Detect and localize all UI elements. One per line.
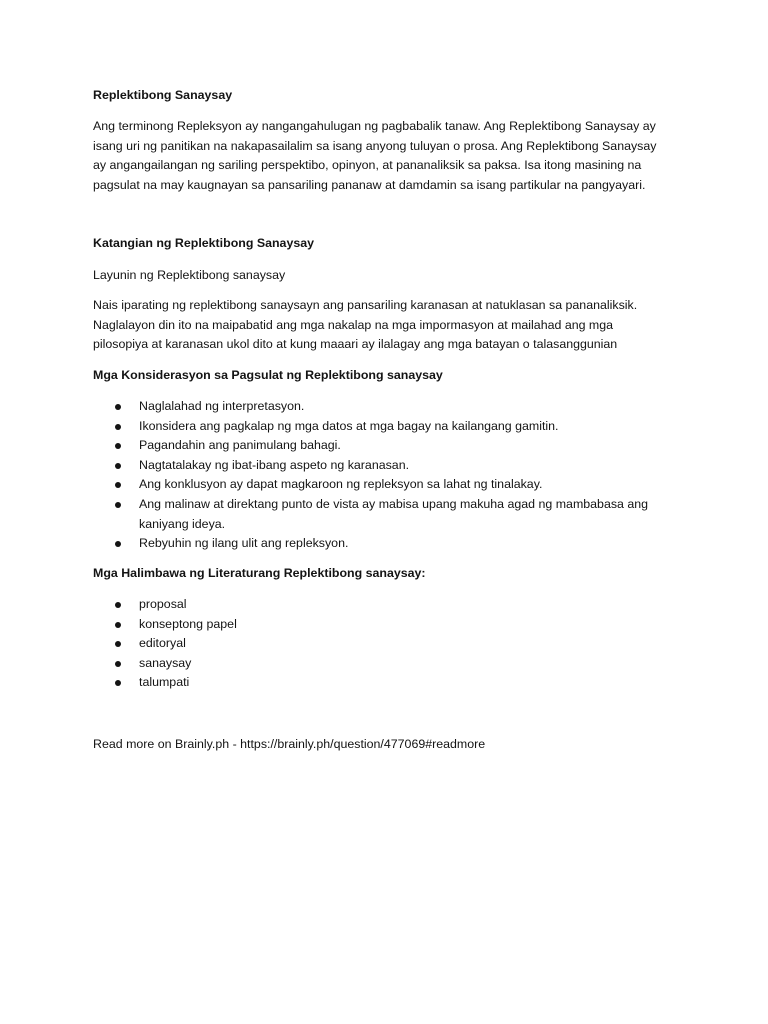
intro-paragraph bbox=[93, 117, 656, 195]
paragraph-line: Ang terminong Repleksyon ay nangangahulugan ng pagbabalik tanaw. Ang Replektibong Sanaysay ay bbox=[93, 119, 656, 133]
list-item bbox=[93, 417, 648, 437]
list-item-text: editoryal bbox=[139, 636, 186, 651]
list-item-text: Ikonsidera ang pagkalap ng mga datos at mga bagay na kailangang gamitin. bbox=[139, 418, 559, 433]
halimbawa-list bbox=[93, 595, 237, 693]
bullet-icon bbox=[115, 602, 121, 608]
paragraph-line: pilosopiya at karanasan ukol dito at kung maaari ay ilalagay ang mga batayan o talasanggunian bbox=[93, 337, 618, 352]
bullet-icon bbox=[115, 424, 121, 430]
bullet-icon bbox=[115, 641, 121, 647]
list-item-text: Rebyuhin ng ilang ulit ang repleksyon. bbox=[139, 536, 349, 551]
list-item-text: Nagtatalakay ng ibat-ibang aspeto ng karanasan. bbox=[139, 457, 410, 472]
list-item bbox=[93, 534, 648, 554]
bullet-icon bbox=[115, 680, 121, 686]
konsiderasyon-heading: Mga Konsiderasyon sa Pagsulat ng Replektibong sanaysay bbox=[93, 368, 443, 382]
brainly-readmore-link[interactable]: Read more on Brainly.ph - https://brainly.ph/question/477069#readmore bbox=[93, 737, 486, 751]
list-item-text: konseptong papel bbox=[139, 616, 237, 631]
list-item-text: proposal bbox=[139, 597, 187, 611]
list-item bbox=[93, 654, 237, 674]
document-title: Replektibong Sanaysay bbox=[93, 88, 233, 102]
katangian-heading: Katangian ng Replektibong Sanaysay bbox=[93, 236, 315, 250]
list-item bbox=[93, 634, 237, 654]
list-item-text: Ang konklusyon ay dapat magkaroon ng repleksyon sa lahat ng tinalakay. bbox=[139, 477, 543, 492]
list-item-text: Naglalahad ng interpretasyon. bbox=[139, 399, 305, 413]
list-item-text: kaniyang ideya. bbox=[139, 516, 226, 531]
layunin-heading: Layunin ng Replektibong sanaysay bbox=[93, 268, 286, 282]
bullet-icon bbox=[115, 661, 121, 667]
list-item bbox=[93, 436, 648, 456]
paragraph-line: isang uri ng panitikan na nakapasailalim sa isang anyong tuluyan o prosa. Ang Replektibong Sanaysay bbox=[93, 138, 657, 153]
list-item bbox=[93, 595, 237, 615]
list-item-text: sanaysay bbox=[139, 655, 192, 670]
paragraph-line: ay angangailangan ng sariling perspektibo, opinyon, at pananaliksik sa paksa. Isa itong masining na bbox=[93, 158, 642, 173]
list-item bbox=[93, 495, 648, 534]
list-item bbox=[93, 673, 237, 693]
list-item-text: talumpati bbox=[139, 675, 190, 690]
bullet-icon bbox=[115, 502, 121, 508]
paragraph-line: Nais iparating ng replektibong sanaysayn ang pansariling karanasan at natuklasan sa pananaliksik. bbox=[93, 298, 638, 312]
bullet-icon bbox=[115, 463, 121, 469]
paragraph-line: pagsulat na may kaugnayan sa pansariling pananaw at damdamin sa isang partikular na pangyayari. bbox=[93, 177, 646, 192]
layunin-paragraph bbox=[93, 296, 637, 355]
list-item bbox=[93, 397, 648, 417]
list-item-text: Ang malinaw at direktang punto de vista ay mabisa upang makuha agad ng mambabasa ang bbox=[139, 496, 649, 511]
bullet-icon bbox=[115, 443, 121, 449]
halimbawa-heading: Mga Halimbawa ng Literaturang Replektibong sanaysay: bbox=[93, 566, 426, 580]
list-item-text: Pagandahin ang panimulang bahagi. bbox=[139, 438, 341, 453]
bullet-icon bbox=[115, 541, 121, 547]
bullet-icon bbox=[115, 482, 121, 488]
bullet-icon bbox=[115, 622, 121, 628]
bullet-icon bbox=[115, 404, 121, 410]
konsiderasyon-list bbox=[93, 397, 648, 554]
list-item bbox=[93, 475, 648, 495]
list-item bbox=[93, 615, 237, 635]
document-page bbox=[93, 0, 683, 1024]
list-item bbox=[93, 456, 648, 476]
paragraph-line: Naglalayon din ito na maipabatid ang mga nakalap na mga impormasyon at mailahad ang mga bbox=[93, 317, 614, 332]
